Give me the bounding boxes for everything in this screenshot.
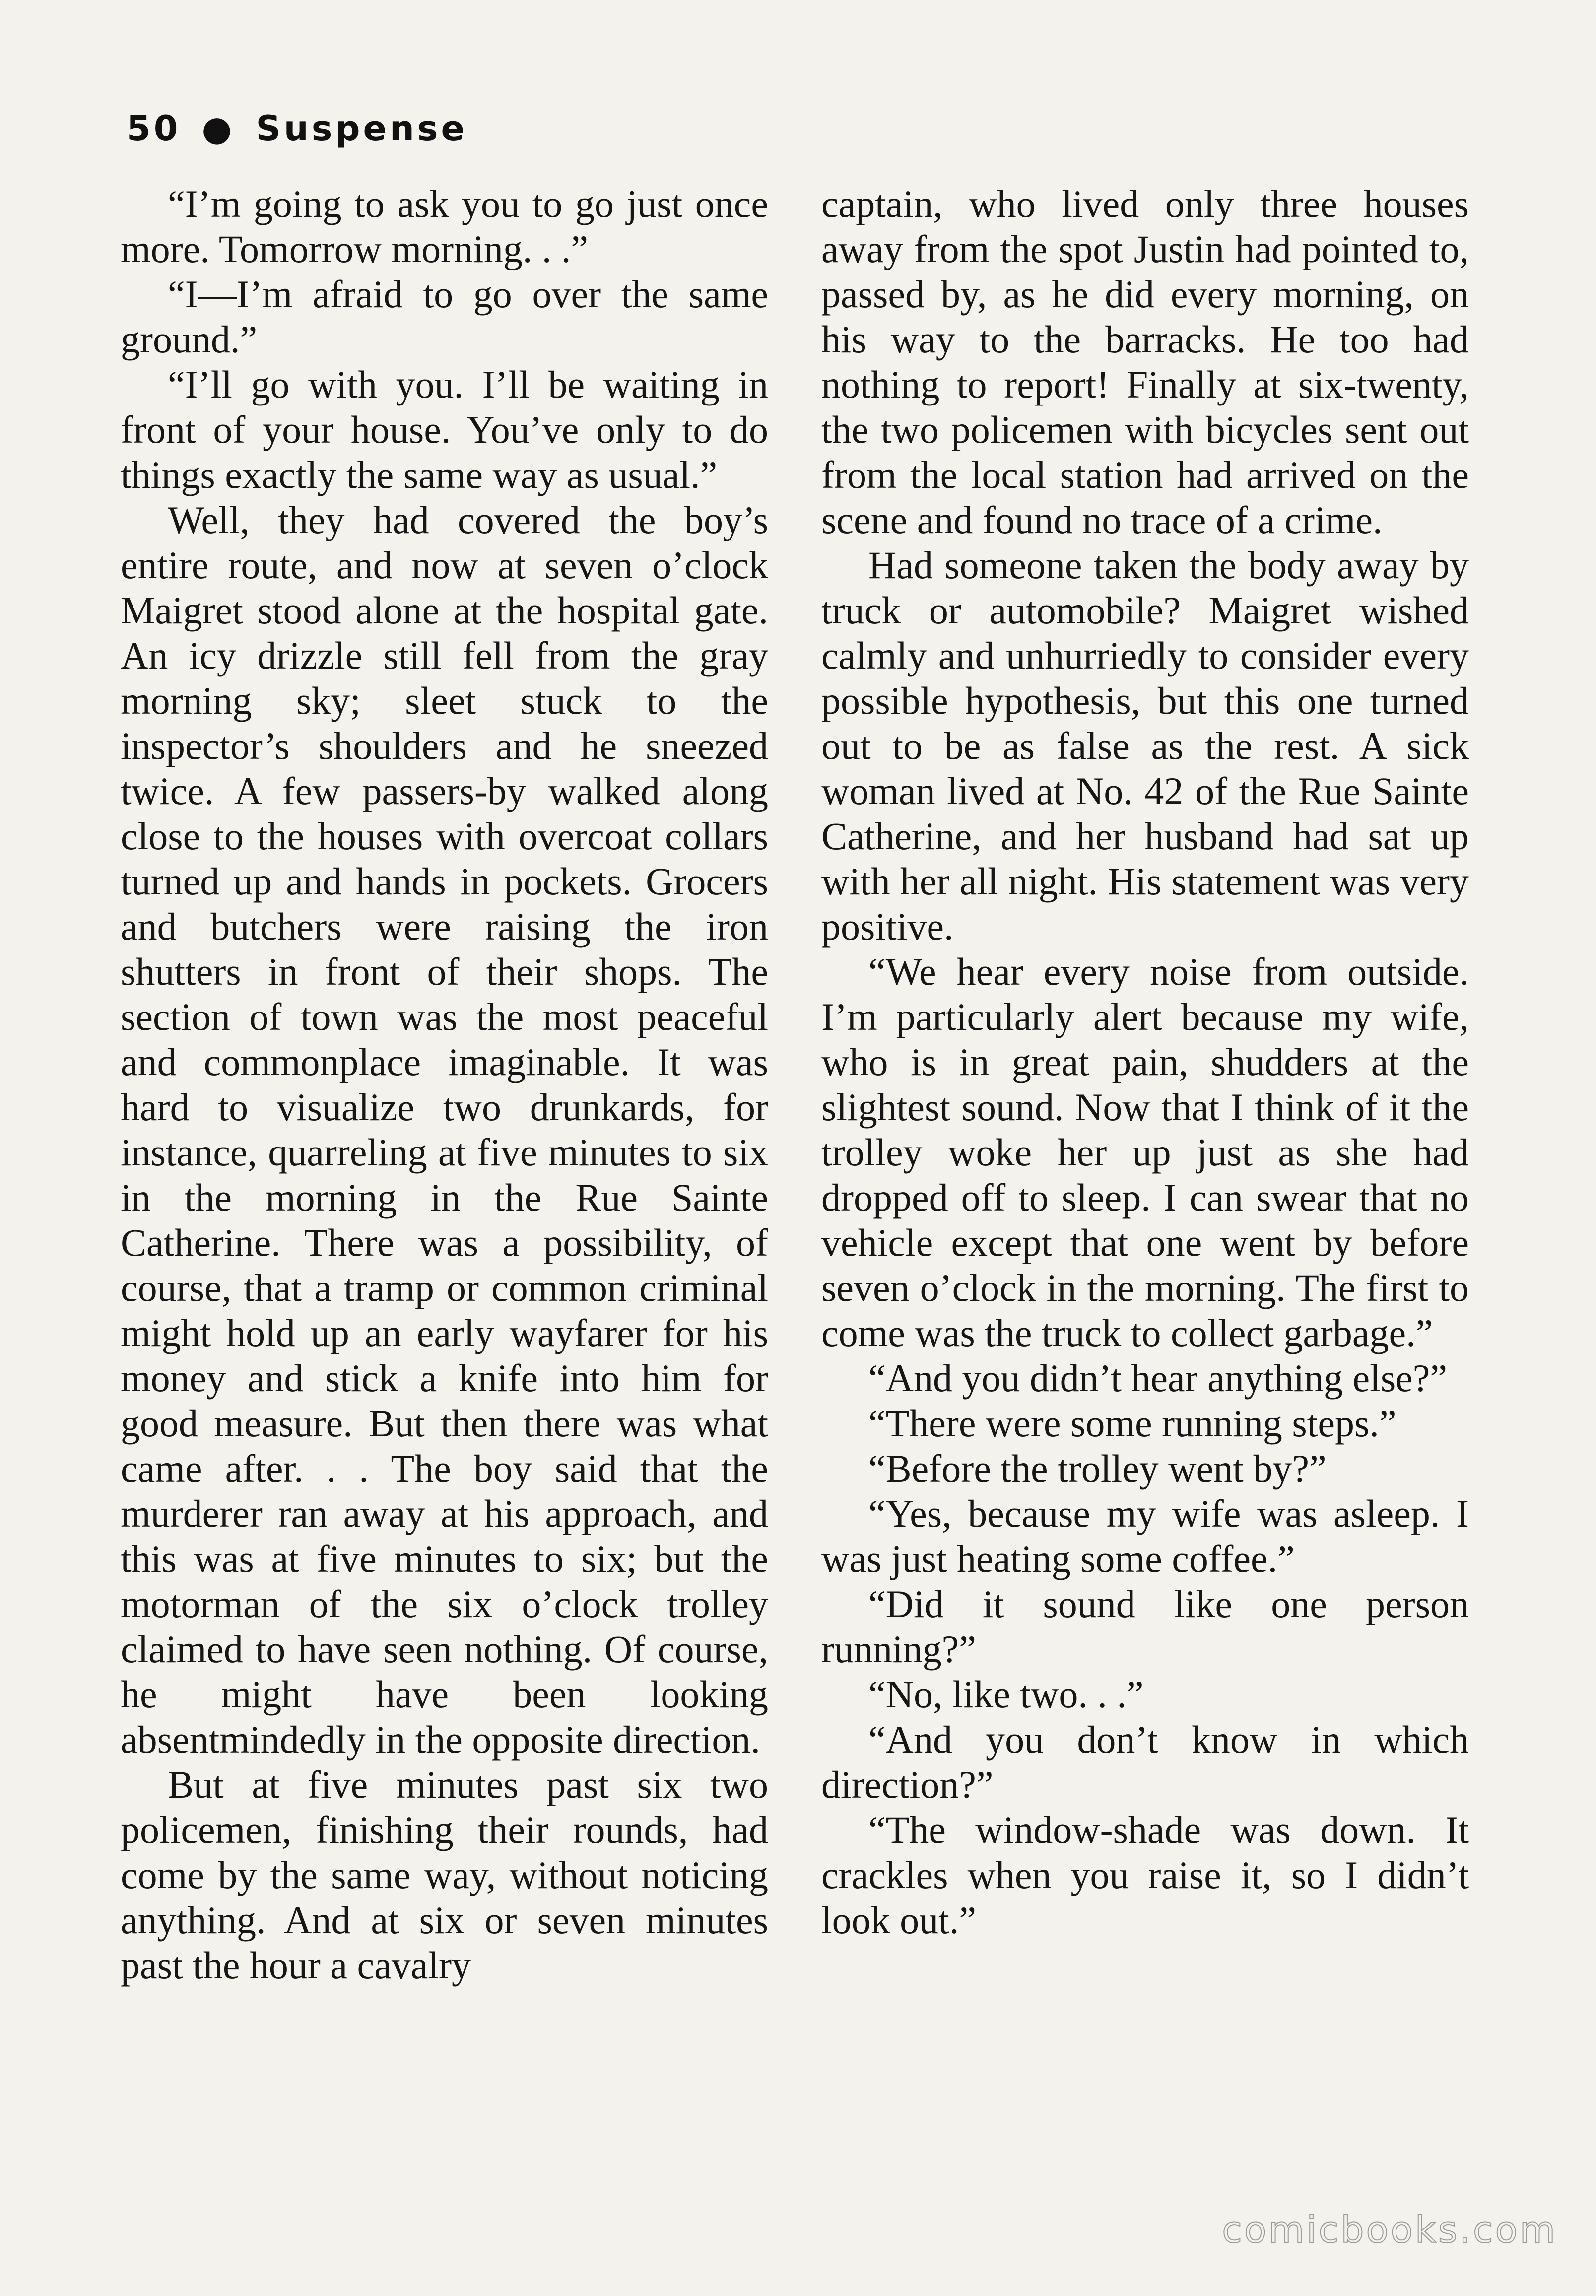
paragraph: But at five minutes past six two policemen, finishing their rounds, had come by the same way, without noticing anything. And at six or seven minutes past the hour a cavalry (121, 1763, 768, 1987)
page-number: 50 (127, 108, 181, 149)
paragraph: “And you didn’t hear anything else?” (868, 1356, 1448, 1400)
paragraph: “Did it sound like one person running?” (821, 1582, 1469, 1671)
paragraph: “Before the trolley went by?” (868, 1447, 1327, 1490)
paragraph: “The window-shade was down. It crackles when you raise it, so I didn’t look out.” (821, 1808, 1469, 1942)
left-column (121, 181, 768, 1988)
magazine-title: Suspense (256, 108, 467, 149)
right-column (821, 181, 1469, 1943)
paragraph: “Yes, because my wife was asleep. I was just heating some coffee.” (821, 1492, 1469, 1580)
paragraph: “We hear every noise from outside. I’m particularly alert because my wife, who is in great pain, shudders at the slightest sound. Now that I think of it the trolley woke her up just as she had dropped off to sleep. I can swear that no vehicle except that one went by before seven o’clock in the morning. The first to come was the truck to collect garbage.” (821, 950, 1469, 1354)
paragraph: “No, like two. . .” (868, 1673, 1144, 1716)
running-header (127, 108, 467, 149)
paragraph: “I’m going to ask you to go just once more. Tomorrow morning. . .” (121, 182, 768, 270)
paragraph: captain, who lived only three houses away from the spot Justin had pointed to, passed by, as he did every morning, on his way to the barracks. He too had nothing to report! Finally at six-twenty, the two policemen with bicycles sent out from the local station had arrived on the scene and found no trace of a crime. (821, 182, 1469, 541)
watermark: comicbooks.com (1222, 2209, 1557, 2251)
paragraph: “I’ll go with you. I’ll be waiting in front of your house. You’ve only to do things exactly the same way as usual.” (121, 363, 768, 496)
paragraph: “And you don’t know in which direction?” (821, 1718, 1469, 1806)
paragraph: “There were some running steps.” (868, 1402, 1396, 1445)
paragraph: “I—I’m afraid to go over the same ground.” (121, 272, 768, 361)
paragraph: Well, they had covered the boy’s entire route, and now at seven o’clock Maigret stood alone at the hospital gate. An icy drizzle still fell from the gray morning sky; sleet stuck to the inspector’s shoulders and he sneezed twice. A few passers-by walked along close to the houses with overcoat collars turned up and hands in pockets. Grocers and butchers were raising the iron shutters in front of their shops. The section of town was the most peaceful and commonplace imaginable. It was hard to visualize two drunkards, for instance, quarreling at five minutes to six in the morning in the Rue Sainte Catherine. There was a possibility, of course, that a tramp or common criminal might hold up an early wayfarer for his money and stick a knife into him for good measure. But then there was what came after. . . The boy said that the murderer ran away at his approach, and this was at five minutes to six; but the motorman of the six o’clock trolley claimed to have seen nothing. Of course, he might have been looking absentmindedly in the opposite direction. (121, 498, 768, 1761)
paragraph: Had someone taken the body away by truck or automobile? Maigret wished calmly and unhurriedly to consider every possible hypothesis, but this one turned out to be as false as the rest. A sick woman lived at No. 42 of the Rue Sainte Catherine, and her husband had sat up with her all night. His statement was very positive. (821, 543, 1469, 948)
bullet-separator: ● (201, 108, 235, 149)
